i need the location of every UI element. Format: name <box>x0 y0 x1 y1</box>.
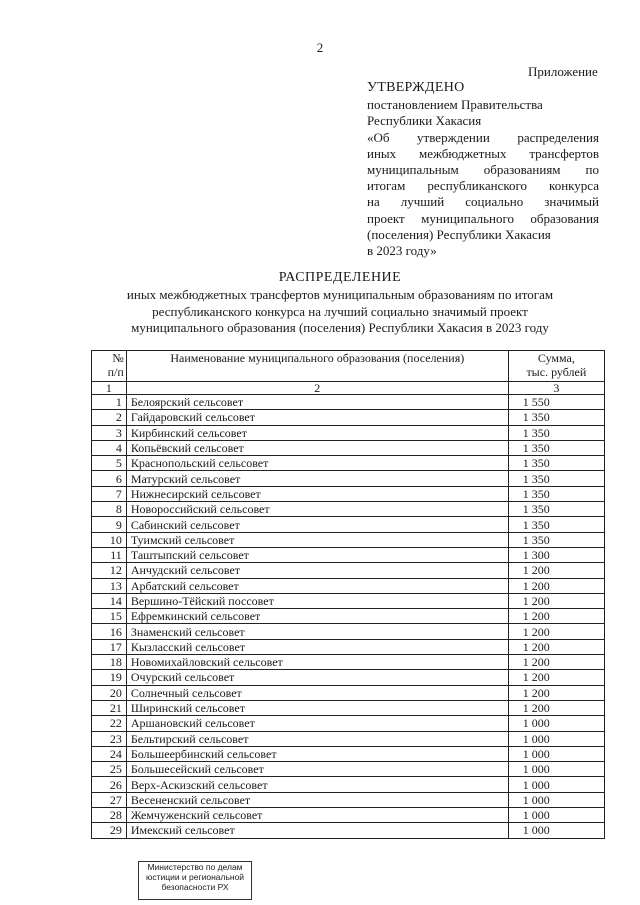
appendix-label: Приложение <box>528 64 598 79</box>
row-name: Вершино-Тёйский поссовет <box>126 593 508 608</box>
row-sum: 1 000 <box>508 808 604 823</box>
table-row <box>92 731 605 746</box>
table-row <box>92 486 605 501</box>
table-row <box>92 823 605 838</box>
row-name: Имекский сельсовет <box>126 823 508 838</box>
table-row <box>92 700 605 715</box>
row-name: Верх-Аскизский сельсовет <box>126 777 508 792</box>
row-name: Очурский сельсовет <box>126 670 508 685</box>
approved-heading: УТВЕРЖДЕНО <box>367 80 465 95</box>
row-number: 5 <box>92 456 127 471</box>
row-number: 25 <box>92 762 127 777</box>
approval-line: иных межбюджетных трансфертов <box>367 145 599 161</box>
row-number: 6 <box>92 471 127 486</box>
row-name: Большесейский сельсовет <box>126 762 508 777</box>
row-name: Матурский сельсовет <box>126 471 508 486</box>
row-sum: 1 000 <box>508 746 604 761</box>
row-number: 7 <box>92 486 127 501</box>
row-name: Жемчуженский сельсовет <box>126 808 508 823</box>
table-row <box>92 792 605 807</box>
row-name: Таштыпский сельсовет <box>126 547 508 562</box>
row-number: 19 <box>92 670 127 685</box>
approval-line: муниципальным образованиям по <box>367 162 599 178</box>
row-sum: 1 200 <box>508 624 604 639</box>
header-name: Наименование муниципального образования (поселения) <box>126 351 508 382</box>
row-name: Ширинский сельсовет <box>126 700 508 715</box>
row-name: Туимский сельсовет <box>126 532 508 547</box>
table-row <box>92 532 605 547</box>
header-number-line1: № <box>112 351 124 365</box>
stamp-line: безопасности РХ <box>161 882 229 892</box>
subtitle-line: муниципального образования (поселения) Республики Хакасия в 2023 году <box>131 320 549 336</box>
table-row <box>92 639 605 654</box>
table-body <box>92 382 605 839</box>
table-row <box>92 456 605 471</box>
row-sum: 1 350 <box>508 502 604 517</box>
table-row <box>92 517 605 532</box>
document-subtitle <box>100 287 580 337</box>
row-sum: 1 550 <box>508 395 604 410</box>
table-row <box>92 425 605 440</box>
row-name: Белоярский сельсовет <box>126 395 508 410</box>
row-name: Нижнесирский сельсовет <box>126 486 508 501</box>
row-sum: 1 200 <box>508 655 604 670</box>
table-row <box>92 563 605 578</box>
row-name: Бельтирский сельсовет <box>126 731 508 746</box>
row-name: Большеербинский сельсовет <box>126 746 508 761</box>
page-number: 2 <box>316 40 324 55</box>
row-sum: 1 350 <box>508 440 604 455</box>
row-number: 22 <box>92 716 127 731</box>
column-number-row <box>92 382 605 395</box>
approval-block <box>367 80 599 259</box>
row-sum: 1 000 <box>508 716 604 731</box>
table-row <box>92 670 605 685</box>
table-row <box>92 609 605 624</box>
row-number: 24 <box>92 746 127 761</box>
row-number: 10 <box>92 532 127 547</box>
table-row <box>92 716 605 731</box>
column-number: 1 <box>92 382 127 395</box>
row-number: 26 <box>92 777 127 792</box>
row-sum: 1 350 <box>508 532 604 547</box>
row-sum: 1 300 <box>508 547 604 562</box>
row-name: Кирбинский сельсовет <box>126 425 508 440</box>
row-number: 14 <box>92 593 127 608</box>
approval-line: проект муниципального образования <box>367 210 599 226</box>
table-row <box>92 685 605 700</box>
approval-line: Республики Хакасия <box>367 113 482 129</box>
approval-line: «Об утверждении распределения <box>367 129 599 145</box>
row-number: 27 <box>92 792 127 807</box>
table-row <box>92 655 605 670</box>
row-number: 1 <box>92 395 127 410</box>
row-number: 11 <box>92 547 127 562</box>
row-sum: 1 000 <box>508 777 604 792</box>
row-sum: 1 350 <box>508 456 604 471</box>
row-name: Арбатский сельсовет <box>126 578 508 593</box>
header-number <box>92 351 127 382</box>
row-sum: 1 200 <box>508 700 604 715</box>
distribution-table <box>91 350 605 839</box>
row-sum: 1 000 <box>508 731 604 746</box>
row-name: Новомихайловский сельсовет <box>126 655 508 670</box>
subtitle-line: республиканского конкурса на лучший социально значимый проект <box>152 303 528 319</box>
row-number: 3 <box>92 425 127 440</box>
row-number: 21 <box>92 700 127 715</box>
row-name: Копьёвский сельсовет <box>126 440 508 455</box>
approval-line: на лучший социально значимый <box>367 194 599 210</box>
row-number: 4 <box>92 440 127 455</box>
approval-line: постановлением Правительства <box>367 97 543 113</box>
row-number: 28 <box>92 808 127 823</box>
row-sum: 1 200 <box>508 670 604 685</box>
row-name: Солнечный сельсовет <box>126 685 508 700</box>
row-name: Аршановский сельсовет <box>126 716 508 731</box>
row-number: 13 <box>92 578 127 593</box>
table-row <box>92 410 605 425</box>
row-number: 20 <box>92 685 127 700</box>
table-row <box>92 471 605 486</box>
table-row <box>92 440 605 455</box>
table-row <box>92 547 605 562</box>
row-sum: 1 200 <box>508 639 604 654</box>
row-sum: 1 350 <box>508 486 604 501</box>
table-row <box>92 502 605 517</box>
table-row <box>92 578 605 593</box>
table-row <box>92 808 605 823</box>
row-number: 29 <box>92 823 127 838</box>
header-sum-line1: Сумма, <box>537 351 575 365</box>
row-sum: 1 350 <box>508 471 604 486</box>
stamp-line: юстиции и региональной <box>145 872 245 882</box>
row-number: 15 <box>92 609 127 624</box>
row-name: Весененский сельсовет <box>126 792 508 807</box>
document-title: РАСПРЕДЕЛЕНИЕ <box>278 270 402 285</box>
row-number: 12 <box>92 563 127 578</box>
approval-line: (поселения) Республики Хакасия <box>367 226 551 242</box>
stamp-line: Министерство по делам <box>147 862 243 872</box>
row-number: 17 <box>92 639 127 654</box>
column-number: 2 <box>126 382 508 395</box>
row-name: Анчудский сельсовет <box>126 563 508 578</box>
table-row <box>92 777 605 792</box>
approval-line: в 2023 году» <box>367 243 437 259</box>
table-row <box>92 593 605 608</box>
row-name: Гайдаровский сельсовет <box>126 410 508 425</box>
row-number: 9 <box>92 517 127 532</box>
header-sum <box>508 351 604 382</box>
header-number-line2: п/п <box>107 365 124 379</box>
ministry-stamp <box>138 861 252 900</box>
approval-line: итогам республиканского конкурса <box>367 178 599 194</box>
table-row <box>92 746 605 761</box>
header-sum-line2: тыс. рублей <box>526 365 587 379</box>
row-number: 2 <box>92 410 127 425</box>
row-sum: 1 350 <box>508 425 604 440</box>
row-sum: 1 000 <box>508 823 604 838</box>
row-name: Краснопольский сельсовет <box>126 456 508 471</box>
table-header-row <box>92 351 605 382</box>
row-sum: 1 200 <box>508 685 604 700</box>
row-number: 8 <box>92 502 127 517</box>
row-number: 18 <box>92 655 127 670</box>
row-number: 16 <box>92 624 127 639</box>
row-sum: 1 200 <box>508 593 604 608</box>
table-row <box>92 624 605 639</box>
row-sum: 1 200 <box>508 609 604 624</box>
table-row <box>92 395 605 410</box>
row-name: Ефремкинский сельсовет <box>126 609 508 624</box>
row-name: Кызласский сельсовет <box>126 639 508 654</box>
row-name: Новороссийский сельсовет <box>126 502 508 517</box>
row-sum: 1 350 <box>508 517 604 532</box>
row-sum: 1 000 <box>508 762 604 777</box>
column-number: 3 <box>508 382 604 395</box>
table-row <box>92 762 605 777</box>
row-name: Знаменский сельсовет <box>126 624 508 639</box>
row-number: 23 <box>92 731 127 746</box>
row-sum: 1 200 <box>508 578 604 593</box>
row-sum: 1 000 <box>508 792 604 807</box>
subtitle-line: иных межбюджетных трансфертов муниципальным образованиям по итогам <box>126 287 554 302</box>
row-name: Сабинский сельсовет <box>126 517 508 532</box>
row-sum: 1 350 <box>508 410 604 425</box>
row-sum: 1 200 <box>508 563 604 578</box>
